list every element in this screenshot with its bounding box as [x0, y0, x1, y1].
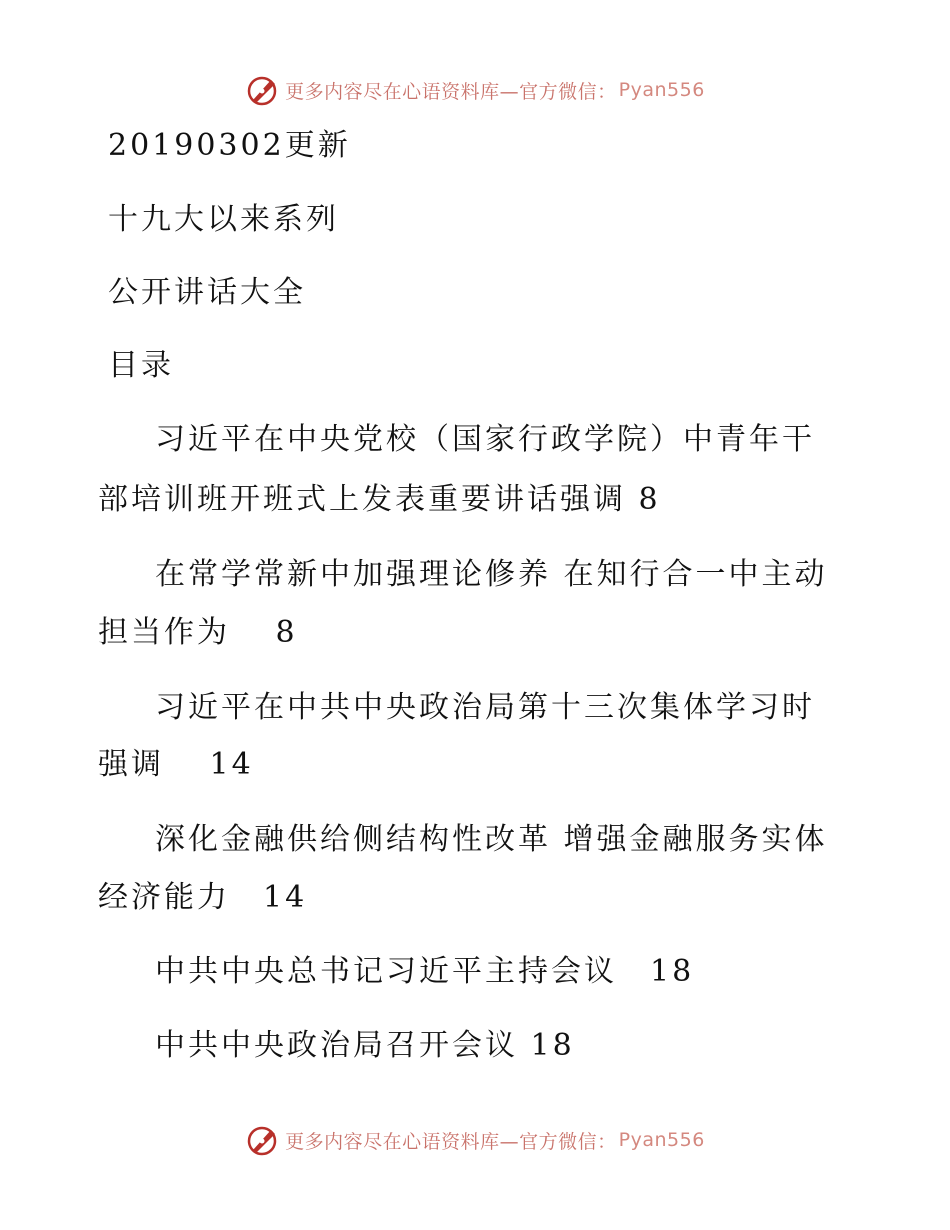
- toc-entry-1-line1[interactable]: 习近平在中央党校（国家行政学院）中青年干: [155, 422, 815, 457]
- watermark-account: Pyan556: [618, 79, 705, 101]
- toc-entry-3-line2[interactable]: 强调 14: [98, 747, 254, 782]
- toc-entry-6[interactable]: 中共中央政治局召开会议 18: [155, 1028, 575, 1063]
- toc-heading: 目录: [108, 348, 174, 383]
- toc-entry-4-line1[interactable]: 深化金融供给侧结构性改革 增强金融服务实体: [155, 822, 828, 857]
- update-date: 20190302更新: [108, 128, 351, 163]
- toc-entry-5[interactable]: 中共中央总书记习近平主持会议 18: [155, 954, 695, 989]
- watermark-footer: [0, 1120, 950, 1160]
- pen-nib-logo-icon: [245, 72, 281, 108]
- collection-title: 公开讲话大全: [108, 275, 306, 310]
- toc-entry-3-line1[interactable]: 习近平在中共中央政治局第十三次集体学习时: [155, 690, 815, 725]
- watermark-text: 更多内容尽在心语资料库—官方微信：: [285, 1130, 617, 1153]
- toc-entry-2-line2[interactable]: 担当作为 8: [98, 615, 298, 650]
- series-title: 十九大以来系列: [108, 202, 339, 237]
- watermark-header: [0, 70, 950, 110]
- toc-entry-1-line2[interactable]: 部培训班开班式上发表重要讲话强调 8: [98, 482, 661, 517]
- toc-entry-4-line2[interactable]: 经济能力 14: [98, 880, 308, 915]
- watermark-text: 更多内容尽在心语资料库—官方微信：: [285, 80, 617, 103]
- toc-entry-2-line1[interactable]: 在常学常新中加强理论修养 在知行合一中主动: [155, 557, 828, 592]
- pen-nib-logo-icon: [245, 1122, 281, 1158]
- watermark-account: Pyan556: [618, 1129, 705, 1151]
